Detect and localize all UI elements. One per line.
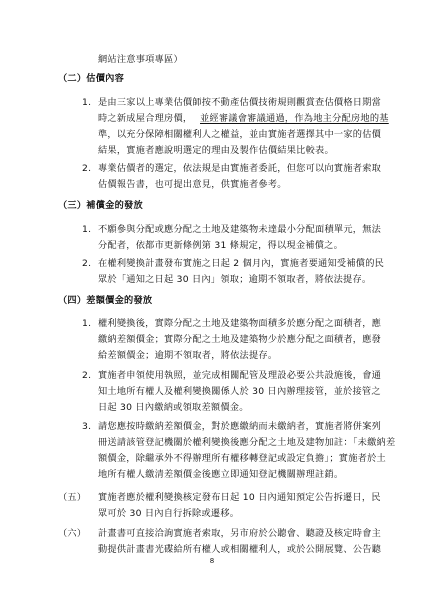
- paragraph-line: 日起 30 日內繳納或領取差額價金。: [98, 402, 249, 413]
- paragraph-line: 眾於「通知之日起 30 日內」領取；逾期不領取者，將依法提存。: [98, 274, 372, 285]
- paragraph-line: 結果，實施者應說明選定的理由及製作估價結果比較表。: [98, 145, 334, 156]
- paragraph-line: 繳納差額價金；實際分配之土地及建築物少於應分配之面積者，應發: [98, 334, 382, 345]
- paragraph-line: 給差額價金；逾期不領取者，將依法提存。: [98, 350, 278, 361]
- page-number: 8: [209, 557, 215, 565]
- paragraph-line: 在權利變換計畫發布實施之日起 2 個月內，實施者要通知受補償的民: [98, 258, 385, 269]
- section-label: （六）: [58, 528, 87, 539]
- paragraph-line: 知土地所有權人及權利變換關係人於 30 日內辦理接管，並於接管之: [98, 386, 381, 397]
- item-number: 2.: [82, 163, 92, 174]
- paragraph-line: 實施者申領使用執照，並完成相關配管及理設必要公共設施後，會通: [98, 370, 382, 381]
- item-number: 2.: [82, 370, 92, 381]
- section-label: （五）: [58, 492, 87, 503]
- paragraph-line: 眾可於 30 日內自行拆除或遷移。: [98, 508, 240, 519]
- item-number: 2.: [82, 258, 92, 269]
- paragraph-line: 權利變換後，實際分配之土地及建築物面積多於應分配之面積者，應: [98, 318, 382, 329]
- paragraph-line: 實施者應於權利變換核定發布日起 10 日內通知預定公告拆遷日，民: [98, 492, 381, 503]
- paragraph-line: 計畫書可直接洽詢實施者索取，另市府於公聽會、聽證及核定時會主: [98, 528, 382, 539]
- item-number: 1.: [82, 224, 92, 235]
- paragraph-line: 是由三家以上專業估價師按不動產估價技術規則觀賞查估價格日期當: [98, 97, 382, 108]
- continuation-line: 網站注意事項專區）: [98, 54, 183, 65]
- paragraph-line: 估價報告書，也可提出意見，供實施者參考。: [98, 179, 287, 190]
- paragraph-line: 動提供計畫書光碟給所有權人或相關權利人，或於公開展覽、公告聽: [98, 544, 382, 555]
- paragraph-line: 地所有權人繳清差額價金後應立即通知登記機關辦理註銷。: [98, 469, 344, 480]
- paragraph-line-underlined: 並經審議會審議通過，作為地主分配房地的基: [200, 113, 389, 124]
- section-title-valuation: （二）估價內容: [58, 73, 125, 84]
- paragraph-line: 不願參與分配或應分配之土地及建築物未達最小分配面積單元，無法: [98, 224, 382, 235]
- paragraph-line: 分配者，依都市更新條例第 31 條規定，得以現金補償之。: [98, 240, 344, 251]
- paragraph-line: 時之新成屋合理房價，: [98, 113, 193, 124]
- section-title-compensation: （三）補償金的發放: [58, 200, 143, 211]
- paragraph-line: 專業估價者的選定，依法規是由實施者委託，但您可以向實施者索取: [98, 163, 382, 174]
- item-number: 1.: [82, 318, 92, 329]
- paragraph-line: 額價金，除繼承外不得辦理所有權移轉登記或設定負擔」；實施者於土: [98, 453, 386, 464]
- paragraph-line: 準，以充分保障相關權利人之權益，並由實施者選擇其中一家的估價: [98, 129, 382, 140]
- section-title-difference-payment: （四）差額價金的發放: [58, 295, 153, 306]
- item-number: 1.: [82, 97, 92, 108]
- item-number: 3.: [82, 421, 92, 432]
- paragraph-line: 冊送請該管登記機關於權利變換後應分配之土地及建物加註：「未繳納差: [98, 437, 396, 448]
- paragraph-line: 請您應按時繳納差額價金，對於應繳納而未繳納者，實施者將併案列: [98, 421, 382, 432]
